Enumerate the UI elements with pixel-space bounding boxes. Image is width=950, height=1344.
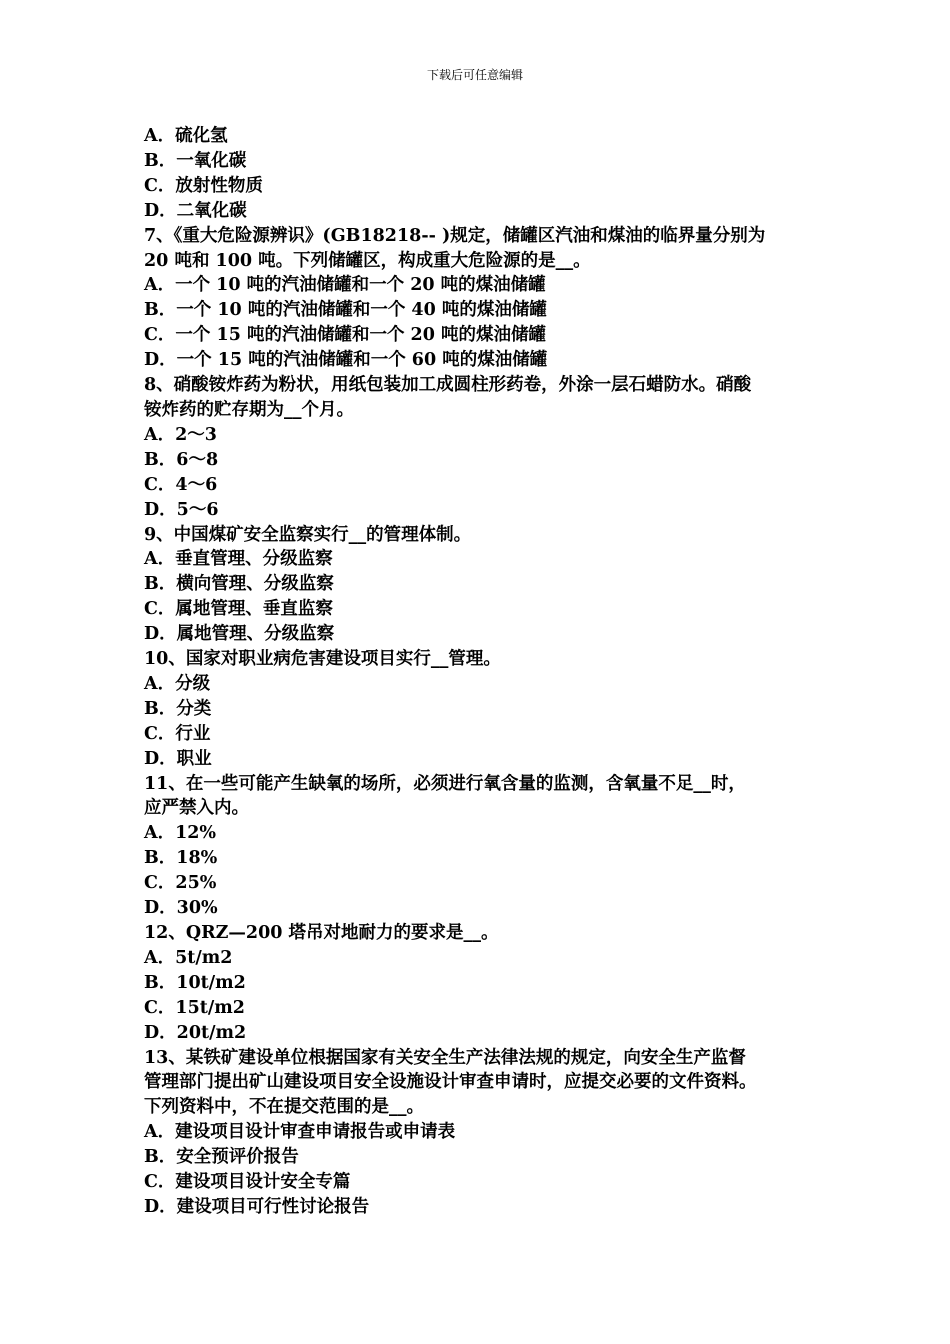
option-line: C．建设项目设计安全专篇	[144, 1172, 351, 1193]
option-line: D．建设项目可行性讨论报告	[144, 1196, 370, 1217]
option-line: A．建设项目设计审查申请报告或申请表	[144, 1122, 456, 1143]
option-line: C．行业	[144, 723, 211, 744]
option-line: A．垂直管理、分级监察	[144, 549, 333, 570]
option-line: D．5～6	[144, 499, 219, 520]
question-line: 10、国家对职业病危害建设项目实行__管理。	[144, 649, 501, 670]
option-line: B．一氧化碳	[144, 150, 247, 171]
question-line: 应严禁入内。	[144, 798, 249, 819]
question-line: 11、在一些可能产生缺氧的场所，必须进行氧含量的监测，含氧量不足__时，	[144, 773, 746, 794]
option-line: D．一个 15 吨的汽油储罐和一个 60 吨的煤油储罐	[144, 350, 548, 371]
question-line: 铵炸药的贮存期为__个月。	[144, 399, 354, 420]
option-line: B．6～8	[144, 449, 219, 470]
option-line: B．横向管理、分级监察	[144, 574, 334, 595]
question-line: 8、硝酸铵炸药为粉状，用纸包装加工成圆柱形药卷，外涂一层石蜡防水。硝酸	[144, 375, 752, 396]
option-line: D．30%	[144, 898, 218, 919]
option-line: A．2～3	[144, 424, 217, 445]
option-line: A．12%	[144, 823, 217, 844]
question-line: 20 吨和 100 吨。下列储罐区，构成重大危险源的是__。	[144, 250, 591, 271]
option-line: B．分类	[144, 698, 212, 719]
option-line: D．20t/m2	[144, 1022, 247, 1043]
option-line: D．职业	[144, 748, 212, 769]
option-line: A．分级	[144, 673, 211, 694]
option-line: D．属地管理、分级监察	[144, 624, 335, 645]
option-line: D．二氧化碳	[144, 200, 247, 221]
option-line: C．4～6	[144, 474, 218, 495]
question-line: 13、某铁矿建设单位根据国家有关安全生产法律法规的规定，向安全生产监督	[144, 1047, 746, 1068]
option-line: B．10t/m2	[144, 972, 246, 993]
option-line: B．18%	[144, 848, 218, 869]
option-line: A．5t/m2	[144, 947, 233, 968]
question-line: 9、中国煤矿安全监察实行__的管理体制。	[144, 524, 472, 545]
page-header: 下载后可任意编辑	[426, 68, 523, 82]
option-line: C．一个 15 吨的汽油储罐和一个 20 吨的煤油储罐	[144, 325, 547, 346]
option-line: C．25%	[144, 873, 217, 894]
option-line: C．放射性物质	[144, 175, 263, 196]
question-line: 下列资料中，不在提交范围的是__。	[144, 1097, 424, 1118]
option-line: B．一个 10 吨的汽油储罐和一个 40 吨的煤油储罐	[144, 300, 547, 321]
document-body	[144, 124, 834, 1220]
question-line: 管理部门提出矿山建设项目安全设施设计审查申请时，应提交必要的文件资料。	[144, 1072, 757, 1093]
option-line: A．一个 10 吨的汽油储罐和一个 20 吨的煤油储罐	[144, 275, 546, 296]
option-line: B．安全预评价报告	[144, 1147, 299, 1168]
question-line: 7、《重大危险源辨识》(GB18218-- )规定，储罐区汽油和煤油的临界量分别为	[144, 225, 766, 246]
option-line: C．15t/m2	[144, 997, 245, 1018]
option-line: A．硫化氢	[144, 126, 228, 146]
question-line: 12、QRZ—200 塔吊对地耐力的要求是__。	[144, 923, 499, 943]
option-line: C．属地管理、垂直监察	[144, 599, 333, 620]
